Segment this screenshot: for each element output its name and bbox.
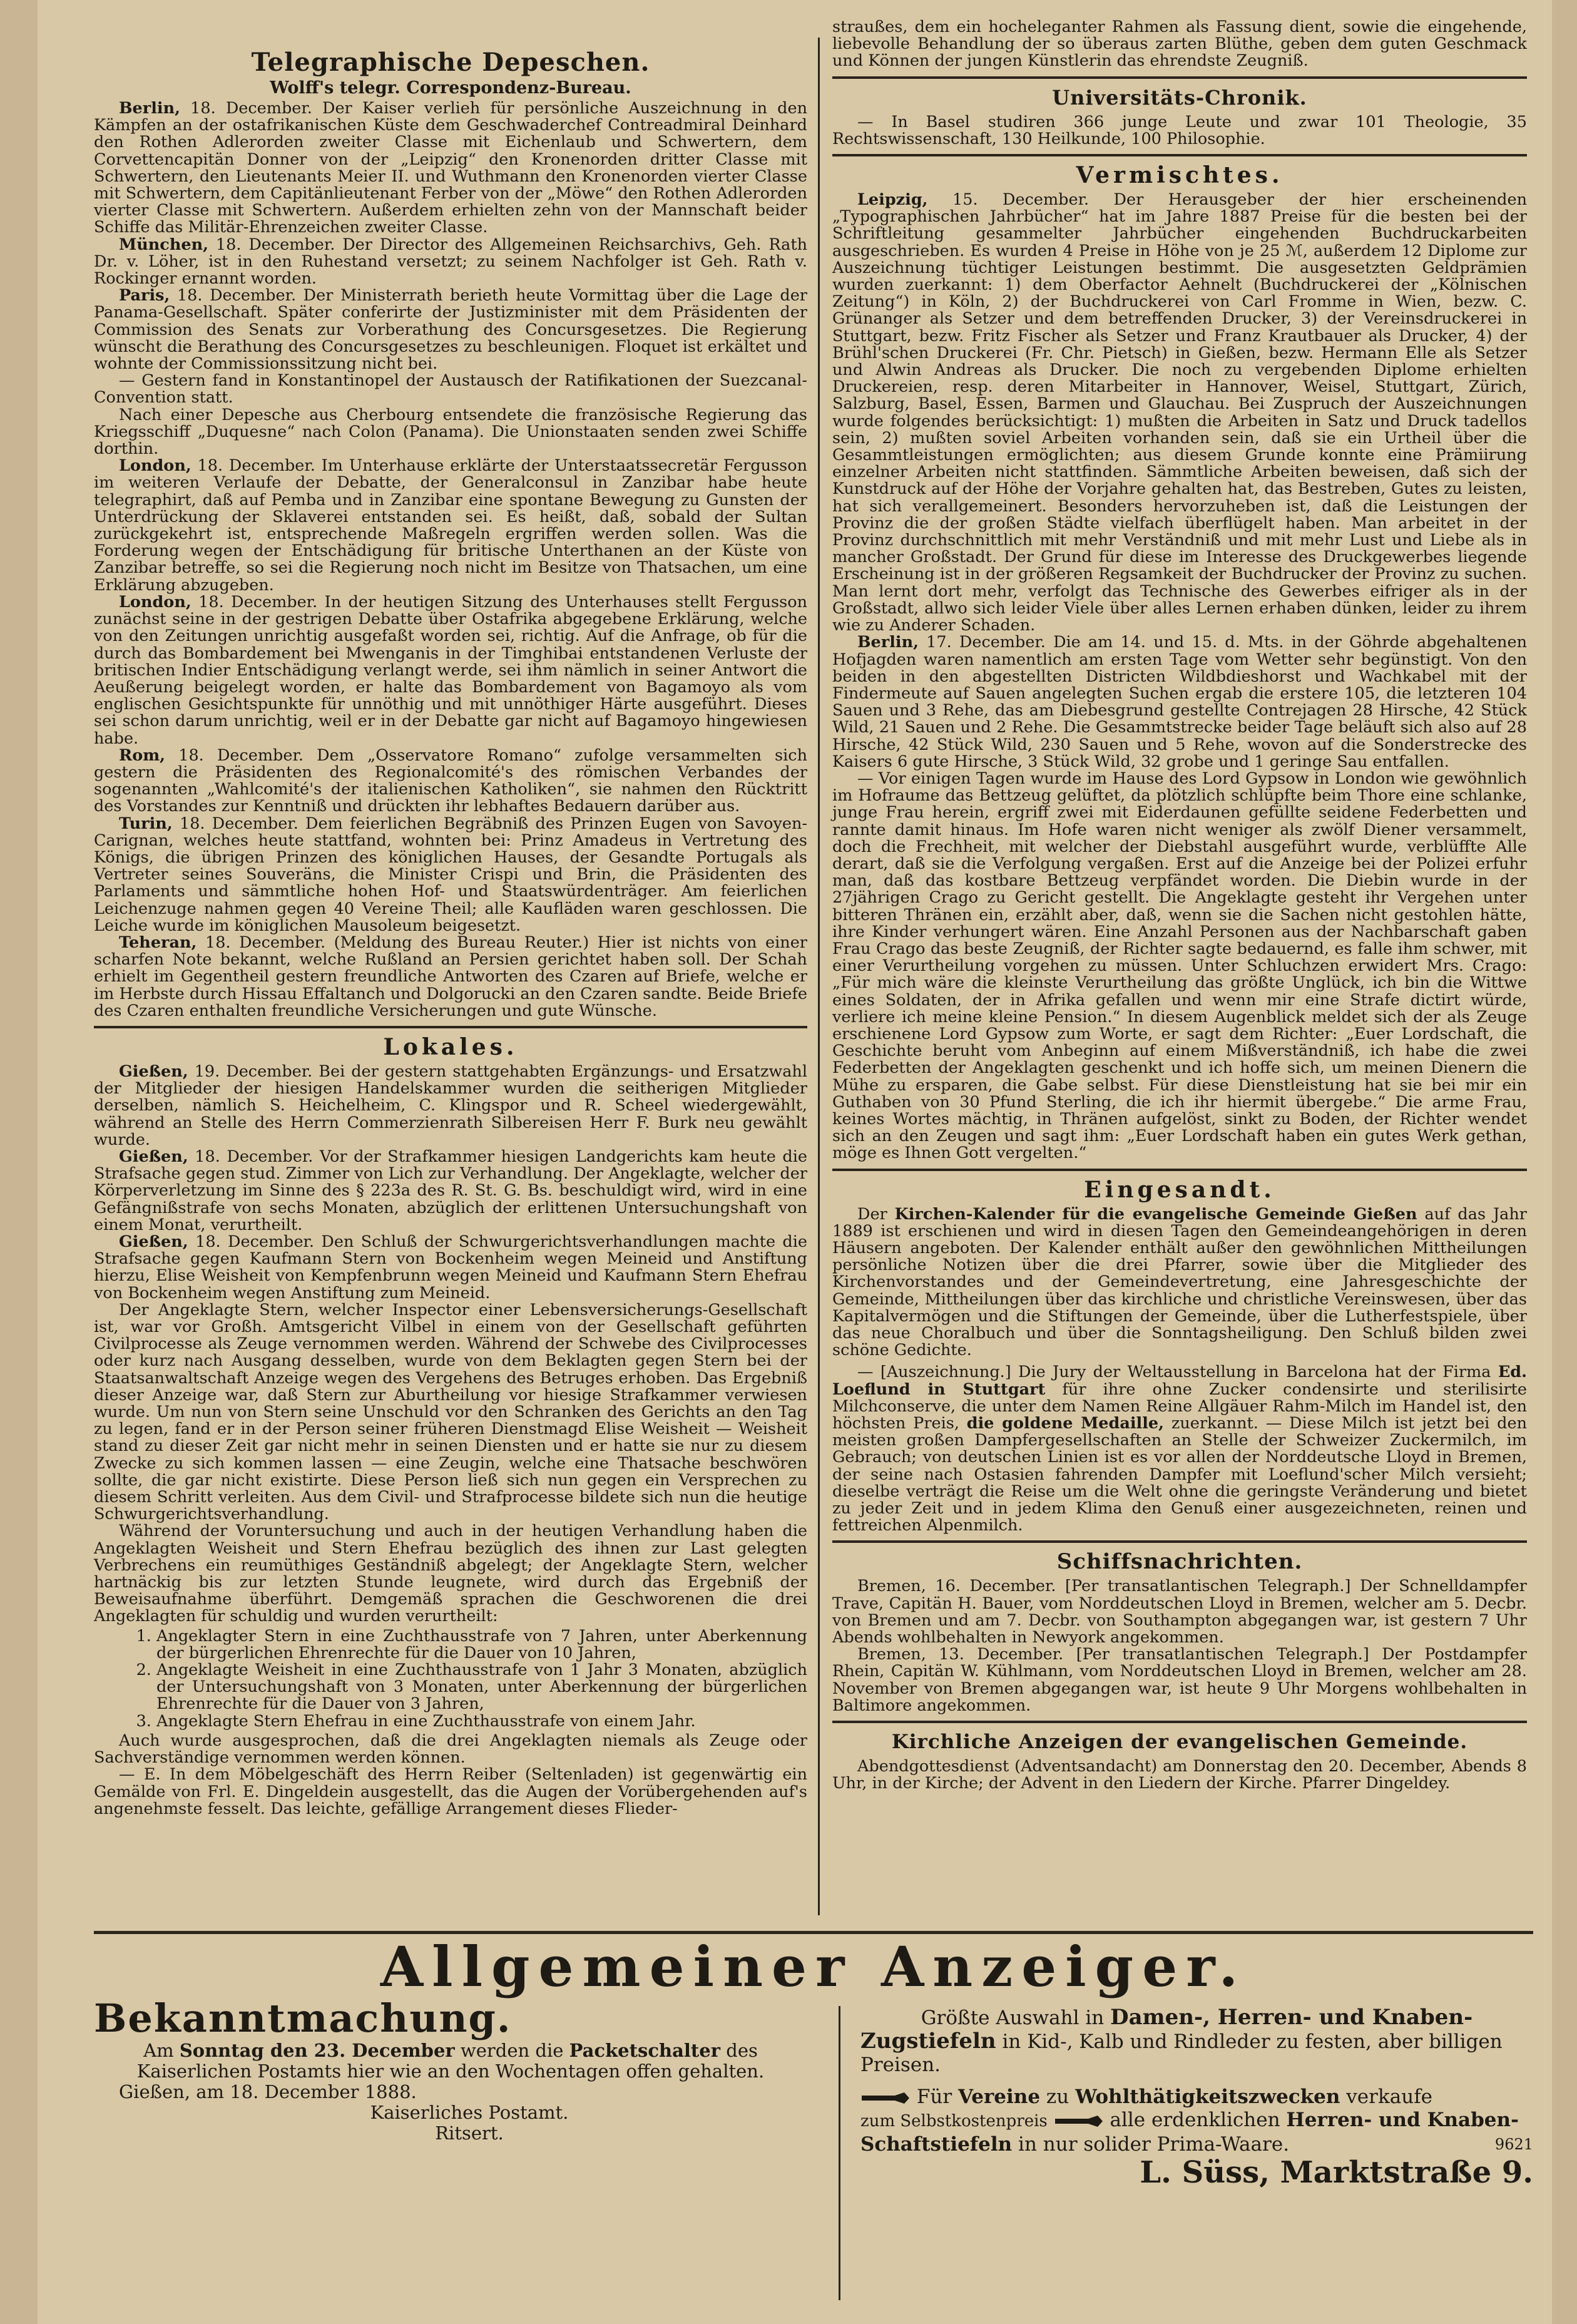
ad-line	[860, 2133, 1533, 2156]
text-run: alle erdenklichen	[1110, 2109, 1287, 2131]
text-run: in Kid-, Kalb und Rindleder zu festen, aber billigen Preisen.	[860, 2030, 1503, 2076]
article-paragraph	[832, 770, 1527, 1162]
article-paragraph	[94, 747, 807, 816]
article-paragraph	[94, 934, 807, 1020]
article-paragraph: Auch wurde ausgesprochen, daß die drei Angeklagten niemals als Zeuge oder Sachverständige vernommen werden können.	[94, 1731, 807, 1768]
dateline-place: München,	[119, 235, 209, 254]
text-run: Am	[143, 2040, 180, 2061]
notice-name: Ritsert.	[435, 2122, 504, 2144]
article-continuation: straußes, dem ein hocheleganter Rahmen als Fassung dient, sowie die eingehende, liebevolle Behandlung der so überaus zarten Blüthe, geben dem guten Geschmack und Können der jungen Künstlerin das ehrendste Zeugniß.	[832, 18, 1527, 71]
dateline-place: Paris,	[119, 286, 170, 305]
ad-number: 9621	[1494, 2136, 1533, 2153]
article-text: 18. December. (Meldung des Bureau Reuter.) Hier ist nichts von einer scharfen Note bekannt, welche Rußland an Persien gerichtet haben soll. Der Schah erhielt im Gegentheil gestern freundliche Antworten des Czaren auf Briefe, welche er im Herbste durch Hissau Effaltanch und Dolgorucki an den Czaren sandte. Beide Briefe des Czaren enthalten freundliche Versicherungen und gute Wünsche.	[94, 933, 807, 1020]
article-paragraph	[832, 1364, 1527, 1534]
dateline-place: Leipzig,	[857, 190, 928, 210]
medal: die goldene Medaille,	[966, 1414, 1165, 1433]
pointing-hand-icon	[1054, 2114, 1104, 2128]
text-run: zum Selbstkostenpreis	[860, 2112, 1048, 2131]
notice-place-date: Gießen, am 18. December 1888.	[119, 2081, 417, 2102]
schiff-heading: Schiffsnachrichten.	[1056, 1549, 1303, 1575]
shoe-ad	[860, 2005, 1533, 2190]
text-run: in nur solider Prima-Waare.	[1012, 2133, 1290, 2156]
article-paragraph	[94, 1523, 807, 1625]
pointing-hand-icon	[860, 2091, 911, 2105]
article-text: — Gestern fand in Konstantinopel der Austausch der Ratifikationen der Suezcanal-Convention statt.	[94, 371, 807, 407]
right-column	[832, 19, 1527, 1792]
article-paragraph	[94, 458, 807, 594]
divider	[832, 1540, 1527, 1543]
article-paragraph: — E. In dem Möbelgeschäft des Herrn Reiber (Seltenladen) ist gegenwärtig ein Gemälde von Frl. E. Dingeldein ausgestellt, das die Augen der Vorübergehenden auf's angenehmste fesselt. Das leichte, gefällige Arrangement dieses Flieder-	[94, 1765, 807, 1818]
dateline-place: Gießen,	[119, 1232, 188, 1251]
dateline-place: London,	[119, 592, 191, 612]
text-run: Der	[857, 1204, 895, 1224]
article-paragraph	[94, 1063, 807, 1149]
text-run: für ihre ohne Zucker condensirte und sterilisirte Milchconserve, die unter dem Namen Reine Allgäuer Rahm-Milch im Handel ist, den höchsten Preis,	[832, 1380, 1528, 1433]
vermischtes-articles	[832, 192, 1527, 1162]
calendar-title: Kirchen-Kalender für die evangelische Gemeinde Gießen	[894, 1204, 1417, 1224]
divider	[832, 1721, 1527, 1723]
text-run: des Kaiserlichen Postamts hier wie an den Wochentagen offen gehalten.	[136, 2040, 765, 2082]
article-paragraph	[832, 634, 1527, 770]
dateline-place: Gießen,	[119, 1062, 188, 1081]
article-paragraph: Bremen, 13. December. [Per transatlantischen Telegraph.] Der Postdampfer Rhein, Capitän W. Kühlmann, vom Norddeutschen Lloyd in Bremen, welcher am 28. November von Bremen abgegangen war, ist heute 9 Uhr Morgens wohlbehalten in Baltimore angekommen.	[832, 1645, 1527, 1715]
article-paragraph	[94, 594, 807, 747]
notice-counter: Packetschalter	[569, 2040, 721, 2061]
notice-title: Bekanntmachung.	[94, 1995, 512, 2041]
dateline-place: Rom,	[119, 745, 166, 765]
kirch-heading: Kirchliche Anzeigen der evangelischen Gemeinde.	[891, 1731, 1468, 1754]
ad-line	[860, 2006, 1533, 2030]
telegraph-heading: Telegraphische Depeschen.	[251, 48, 650, 77]
notice-date: Sonntag den 23. December	[179, 2040, 455, 2061]
dateline-place: Gießen,	[119, 1147, 188, 1166]
dateline-place: London,	[119, 456, 191, 476]
sentence-item: 2. Angeklagte Weisheit in eine Zuchthausstrafe von 1 Jahr 3 Monaten, abzüglich der Untersuchungshaft von 3 Monaten, unter Aberkennung der bürgerlichen Ehrenrechte für die Dauer von 3 Jahren,	[156, 1662, 807, 1713]
vermischtes-heading: Vermischtes.	[1076, 162, 1284, 189]
telegraph-subheading: Wolff's telegr. Correspondenz-Bureau.	[270, 78, 631, 98]
article-paragraph	[94, 100, 807, 237]
article-text: 18. December. Vor der Strafkammer hiesigen Landgerichts kam heute die Strafsache gegen stud. Zimmer von Lich zur Verhandlung. Der Angeklagte, welcher der Körperverletzung im Sinne des § 223a des R. St. G. Bs. beschuldigt wird, wird in eine Gefängnißstrafe von sechs Monaten, abzüglich der erlittenen Untersuchungshaft von einem Monat, verurtheilt.	[94, 1147, 807, 1234]
eingesandt-heading: Eingesandt.	[1084, 1176, 1275, 1203]
article-paragraph	[94, 1234, 807, 1302]
divider	[94, 1026, 807, 1028]
divider	[832, 76, 1527, 79]
article-text: Nach einer Depesche aus Cherbourg entsendete die französische Regierung das Kriegsschiff „Duquesne“ nach Colon (Panama). Die Unionstaaten senden zwei Schiffe dorthin.	[94, 405, 807, 459]
postamt-notice	[94, 1997, 807, 2144]
newspaper-page	[38, 0, 1552, 2324]
text-run: zuerkannt. — Diese Milch ist jetzt bei den meisten großen Dampfergesellschaften an Stelle der Schweizer Zuckermilch, im Gebrauch; von deutschen Linien ist es vor allen der Norddeutsche Lloyd in Bremen, der seine nach Ostasien fahrenden Dampfer mit Loeflund'scher Milch versieht; dieselbe verträgt die Reise um die Welt ohne die geringste Veränderung und bietet zu jeder Zeit und in jedem Klima den Genuß einer ausgezeichneten, reinen und fettreichen Alpenmilch.	[832, 1414, 1528, 1535]
article-paragraph: — In Basel studiren 366 junge Leute und zwar 101 Theologie, 35 Rechtswissenschaft, 130 Heilkunde, 100 Philosophie.	[832, 112, 1527, 148]
lokales-articles	[94, 1063, 807, 1625]
text-run: auf das Jahr 1889 ist erschienen und wird in diesen Tagen den Gemeindeangehörigen in deren Häusern angeboten. Der Kalender enthält außer den gewöhnlichen Mittheilungen persönliche Notizen über die drei Pfarrer, sowie über die Mitglieder des Kirchenvorstandes und der Gemeindevertretung, eine Jahresgeschichte der Gemeinde, Mittheilungen über das kirchliche und christliche Vereinswesen, über das Kapitalvermögen und die Stiftungen der Gemeinde, über die Lutherfestspiele, über das neue Choralbuch und über die Sonntagsheiligung. Den Schluß bilden zwei schöne Gedichte.	[832, 1204, 1527, 1360]
advertiser-section	[94, 1931, 1533, 2306]
article-paragraph	[94, 407, 807, 458]
article-text: 18. December. In der heutigen Sitzung des Unterhauses stellt Fergusson zunächst seine in der gestrigen Debatte über Ostafrika abgegebene Erklärung, welche von den Zeitungen unrichtig ausgefaßt worden sei, richtig. Auf die Anfrage, ob für die durch das Bombardement bei Mwenganis in der Timghibai entstandenen Verluste der britischen Indier Entschädigung verlangt werde, sei ihm nämlich in seiner Antwort die Aeußerung beigelegt worden, er halte das Bombardement von Bagamoyo als vom englischen Gesichtspunkte für unnöthig und mit unnöthiger Härte ausgeführt. Dieses sei schon darum unrichtig, weil er in der Debatte gar nicht auf Bagamoyo hingewiesen habe.	[94, 592, 807, 748]
text-run: — [Auszeichnung.] Die Jury der Weltausstellung in Barcelona hat der Firma	[857, 1363, 1498, 1382]
dateline-place: Teheran,	[119, 933, 197, 952]
ad-highlight: Herren- und Knaben-	[1286, 2109, 1519, 2131]
article-paragraph	[94, 1149, 807, 1234]
ad-signature: L. Süss, Marktstraße 9.	[1140, 2155, 1533, 2190]
notice-text	[94, 2040, 807, 2082]
text-run: werden die	[454, 2040, 569, 2061]
text-run: verkaufe	[1340, 2086, 1433, 2108]
ad-highlight: Damen-, Herren- und Knaben-	[1110, 2005, 1473, 2030]
firm-name: Ed. Loeflund in Stuttgart	[832, 1363, 1527, 1399]
article-paragraph: Abendgottesdienst (Adventsandacht) am Donnerstag den 20. December, Abends 8 Uhr, in der Kirche; der Advent in den Liedern der Kirche. Pfarrer Dingeldey.	[832, 1757, 1527, 1793]
ad-highlight: Vereine	[958, 2086, 1041, 2108]
article-text: 18. December. Der Director des Allgemeinen Reichsarchivs, Geh. Rath Dr. v. Löher, ist in den Ruhestand versetzt; zu seinem Nachfolger ist Geh. Rath v. Rockinger ernannt worden.	[94, 235, 807, 289]
sentence-list	[94, 1628, 807, 1730]
ad-highlight: Schaftstiefeln	[860, 2133, 1013, 2156]
dateline-place: Berlin,	[857, 633, 919, 652]
article-paragraph	[94, 1302, 807, 1523]
notice-sign: Kaiserliches Postamt.	[370, 2102, 569, 2123]
article-paragraph: Bremen, 16. December. [Per transatlantischen Telegraph.] Der Schnelldampfer Trave, Capitän H. Bauer, vom Norddeutschen Lloyd in Bremen, welcher am 5. Decbr. von Bremen und am 7. Decbr. von Southampton abgegangen war, ist gestern 7 Uhr Abends wohlbehalten in Newyork angekommen.	[832, 1577, 1527, 1647]
article-text: 18. December. Im Unterhause erklärte der Unterstaatssecretär Fergusson im weiteren Verlaufe der Debatte, der Generalconsul in Zanzibar habe heute telegraphirt, daß auf Pemba und in Zanzibar eine spontane Bewegung zu Gunsten der Unterdrückung der Sklaverei entstanden sei. Es heißt, daß, sobald der Sultan zurückgekehrt ist, entsprechende Maßregeln ergriffen werden sollen. Was die Forderung wegen der Entschädigung für britische Unterthanen an der Küste von Zanzibar betreffe, so sei die Regierung noch nicht im Besitze von Thatsachen, um eine Erklärung abzugeben.	[94, 456, 807, 595]
article-text: 18. December. Dem feierlichen Begräbniß des Prinzen Eugen von Savoyen-Carignan, welches heute stattfand, wohnten bei: Prinz Amadeus in Vertretung des Königs, die übrigen Prinzen des königlichen Hauses, der Gesandte Portugals als Vertreter seines Souveräns, die Minister Crispi und Brin, die Präsidenten des Parlaments und sämmtliche hohen Hof- und Staatswürdenträger. Am feierlichen Leichenzuge nahmen gegen 40 Vereine Theil; alle Kaufläden waren geschlossen. Die Leiche wurde im königlichen Mausoleum beigesetzt.	[94, 814, 807, 935]
article-text: — Vor einigen Tagen wurde im Hause des Lord Gypsow in London wie gewöhnlich im Hofraume das Bettzeug gelüftet, da plötzlich schlüpfte beim Thore eine schlanke, junge Frau herein, ergriff zwei mit Eiderdaunen gefüllte seidene Federbetten und rannte damit hinaus. Im Hofe waren nicht weniger als zwölf Diener versammelt, doch die Frechheit, mit welcher der Diebstahl ausgeführt wurde, verblüffte Alle derart, daß sie die Verfolgung vergaßen. Erst auf die Anzeige bei der Polizei erfuhr man, daß das kostbare Bettzeug verpfändet worden. Die Diebin wurde in der 27jährigen Crago zu Gericht gestellt. Die Angeklagte gesteht ihr Vergehen unter bitteren Thränen ein, erzählt aber, daß, wenn sie die Sachen nicht gestohlen hätte, ihre Kinder verhungert wären. Eine Anzahl Personen aus der Nachbarschaft gaben Frau Crago das beste Zeugniß, der Richter sagte bedauernd, es falle ihm schwer, mit einer Verurtheilung vorgehen zu müssen. Unter Schluchzen erwidert Mrs. Crago: „Für mich wäre die kleinste Verurtheilung das größte Unglück, ich bin die Wittwe eines Soldaten, der in Afrika gefallen und wenn mir eine Strafe dictirt würde, verliere ich meine kleine Pension.“ In diesem Augenblick meldet sich der als Zeuge erschienene Lord Gypsow zum Worte, er sagt dem Richter: „Euer Lordschaft, die Geschichte beruht vom Anbeginn auf einem Mißverständniß, ich habe die zwei Federbetten der Angeklagten geschenkt und ich hoffe sich, um meinen Dienern die Mühe zu ersparen, die Gabe selbst. Für diese Dienstleistung hat sie bei mir ein Guthaben von 30 Pfund Sterling, die ich ihr hiermit übergebe.“ Die arme Frau, keines Wortes mächtig, in Thränen aufgelöst, sinkt zu Boden, der Richter wendet sich an den Zeugen und sagt ihm: „Euer Lordschaft haben ein gutes Werk gethan, möge es Ihnen Gott vergelten.“	[832, 769, 1527, 1163]
dateline-place: Turin,	[119, 814, 173, 833]
article-text: 19. December. Bei der gestern stattgehabten Ergänzungs- und Ersatzwahl der Mitglieder der hiesigen Handelskammer wurden die seitherigen Mitglieder derselben, nämlich S. Heichelheim, C. Klingspor und R. Scheel wiedergewählt, während an Stelle des Herrn Commerzienrath Silbereisen Herr F. Burk neu gewählt wurde.	[94, 1062, 807, 1149]
article-paragraph	[94, 372, 807, 406]
article-text: 17. December. Die am 14. und 15. d. Mts. in der Göhrde abgehaltenen Hofjagden waren namentlich am ersten Tage vom Wetter sehr begünstigt. Von den beiden in den abgestellten Districten Wildbdieshorst und Wachkabel mit der Findermeute auf Sauen angelegten Suchen ergab die erstere 105, die letzteren 104 Sauen und 3 Rehe, das am Diebesgrund gestellte Contrejagen 28 Hirsche, 42 Stück Wild, 21 Sauen und 2 Rehe. Die Gesammtstrecke beider Tage beläuft sich also auf 28 Hirsche, 42 Stück Wild, 230 Sauen und 5 Rehe, wovon auf die Sonderstrecke des Kaisers 6 gute Hirsche, 3 Stück Wild, 32 grobe und 1 geringe Sau entfallen.	[832, 633, 1527, 771]
left-column	[94, 44, 807, 1818]
ad-line	[860, 2030, 1533, 2077]
column-divider	[818, 38, 820, 1915]
dateline-place: Berlin,	[119, 99, 181, 118]
sentence-item: 3. Angeklagte Stern Ehefrau in eine Zuchthausstrafe von einem Jahr.	[156, 1713, 807, 1730]
ad-line	[860, 2109, 1533, 2133]
text-run: Für	[916, 2086, 959, 2108]
article-text: Während der Voruntersuchung und auch in der heutigen Verhandlung haben die Angeklagten Weisheit und Stern Ehefrau bezüglich des ihnen zur Last gelegten Verbrechens ein reumüthiges Geständniß abgelegt; der Angeklagte Stern, welcher hartnäckig bis zur letzten Stunde leugnete, wird durch das Ergebniß der Beweisaufnahme überführt. Demgemäß sprachen die Geschworenen die drei Angeklagten für schuldig und wurden verurtheilt:	[94, 1522, 807, 1626]
column-divider	[839, 2006, 840, 2300]
divider	[832, 154, 1527, 156]
article-text: 18. December. Den Schluß der Schwurgerichtsverhandlungen machte die Strafsache gegen Kaufmann Stern von Bockenheim wegen Meineid und Anstiftung hierzu, Elise Weisheit von Kempfenbrunn wegen Meineid und Kaufmann Stern Ehefrau von Bockenheim wegen Anstiftung zum Meineid.	[94, 1232, 807, 1303]
lokales-heading: Lokales.	[383, 1033, 518, 1060]
article-paragraph	[832, 1206, 1527, 1359]
telegraph-articles	[94, 100, 807, 1020]
sentence-item: 1. Angeklagter Stern in eine Zuchthausstrafe von 7 Jahren, unter Aberkennung der bürgerlichen Ehrenrechte für die Dauer von 10 Jahren,	[156, 1628, 807, 1662]
text-run: Größte Auswahl in	[921, 2007, 1111, 2029]
ad-highlight: Zugstiefeln	[860, 2029, 996, 2054]
ad-line	[860, 2086, 1533, 2109]
article-text: 18. December. Dem „Osservatore Romano“ zufolge versammelten sich gestern die Präsidenten des Regionalcomité's des römischen Verbandes der sogenannten „Wahlcomité's der italienischen Katholiken“, sie nahmen den Rücktritt des Vorstandes zur Kenntniß und drückten ihr lebhaftes Bedauern darüber aus.	[94, 745, 807, 816]
article-paragraph	[832, 192, 1527, 634]
article-paragraph	[94, 287, 807, 372]
uni-heading: Universitäts-Chronik.	[1052, 85, 1307, 110]
article-paragraph	[94, 816, 807, 934]
article-paragraph	[94, 237, 807, 288]
text-run: zu	[1040, 2086, 1076, 2108]
article-text: 18. December. Der Ministerrath berieth heute Vormittag über die Lage der Panama-Gesellschaft. Später conferirte der Justizminister mit dem Präsidenten der Commission des Senats zur Vorberathung des Concursgesetzes. Die Regierung wünscht die Berathung des Concursgesetzes zu beschleunigen. Floquet ist erkältet und wohnte der Commissionssitzung nicht bei.	[94, 286, 807, 374]
article-text: 18. December. Der Kaiser verlieh für persönliche Auszeichnung in den Kämpfen an der ostafrikanischen Küste dem Geschwaderchef Contreadmiral Deinhard den Rothen Adlerorden zweiter Classe mit Eichenlaub und Schwertern, dem Corvettencapitän Donner von der „Leipzig“ den Kronenorden dritter Classe mit Schwertern, den Lieutenants Meier II. und Wuthmann den Kronenorden vierter Classe mit Schwertern, dem Capitänlieutenant Ferber von der „Möwe“ den Rothen Adlerorden vierter Classe mit Schwertern. Außerdem erhielten zehn von der Mannschaft beider Schiffe das Militär-Ehrenzeichen zweiter Classe.	[94, 99, 807, 237]
divider	[832, 1169, 1527, 1171]
anzeiger-heading: Allgemeiner Anzeiger.	[380, 1934, 1247, 1999]
article-text: Der Angeklagte Stern, welcher Inspector einer Lebensversicherungs-Gesellschaft ist, war vor Großh. Amtsgericht Vilbel in einem von der Gesellschaft geführten Civilprocesse als Zeuge vernommen werden. Während der Schwebe des Civilprocesses oder kurz nach Ausgang desselben, wurde von dem Beklagten gegen Stern bei der Staatsanwaltschaft Anzeige wegen des Vergehens des Betruges erhoben. Das Ergebniß dieser Anzeige war, daß Stern zur Aburtheilung vor hiesige Strafkammer verwiesen wurde. Um nun von Stern seine Unschuld vor den Schranken des Gerichts an den Tag zu legen, fand er in der Person seiner früheren Dienstmagd Elise Weisheit — Weisheit stand zu dieser Zeit gar nicht mehr in seinen Diensten und er hatte sie nur zu diesem Zwecke zu sich kommen lassen — eine Zeugin, welche eine Thatsache beschwören sollte, die gar nicht existirte. Diese Person ließ sich nun gegen ein Versprechen zu diesem Schritt verleiten. Aus dem Civil- und Strafprocesse bildete sich nun die heutige Schwurgerichtsverhandlung.	[94, 1300, 807, 1524]
ad-highlight: Wohlthätigkeitszwecken	[1075, 2086, 1340, 2108]
article-text: 15. December. Der Herausgeber der hier erscheinenden „Typographischen Jahrbücher“ hat im Jahre 1887 Preise für die besten bei der Schriftleitung gesammelter Jahrbücher eingehenden Buchdruckarbeiten ausgeschrieben. Es wurden 4 Preise in Höhe von je 25 ℳ, außerdem 12 Diplome zur Auszeichnung tüchtiger Leistungen bestimmt. Die ausgesetzten Geldprämien wurden zuerkannt: 1) dem Oberfactor Aehnelt (Buchdruckerei der „Kölnischen Zeitung“) in Köln, 2) der Buchdruckerei von Carl Fromme in Wien, bezw. C. Grünanger als Setzer und dem betreffenden Drucker, 3) der Vereinsdruckerei in Stuttgart, bezw. Fritz Fischer als Setzer und Franz Krautbauer als Drucker, 4) der Brühl'schen Druckerei (Fr. Chr. Pietsch) in Gießen, bezw. Hermann Elle als Setzer und Alwin Andreas als Drucker. Die noch zu vergebenden Diplome erhielten Druckereien, resp. deren Mitarbeiter in Hannover, Weisel, Stuttgart, Zürich, Salzburg, Basel, Essen, Barmen und Glauchau. Bei Zuspruch der Auszeichnungen wurde folgendes berücksichtigt: 1) mußten die Arbeiten in Satz und Druck tadellos sein, 2) mußten soviel Arbeiten vorhanden sein, daß sie ein Urtheil über die Gesammtleistungen ermöglichten; aus diesem Grunde konnte eine Prämiirung einzelner Arbeiten nicht stattfinden. Sämmtliche Arbeiten beweisen, daß sich der Kunstdruck auf der Höhe der Vorjahre gehalten hat, das Bestreben, Gutes zu leisten, hat sich verallgemeinert. Besonders hervorzuheben ist, daß die Leistungen der Provinz die der großen Städte vielfach überflügelt haben. Man arbeitet in der Provinz durchschnittlich mit mehr Verständniß und mit mehr Lust und Liebe als in mancher Großstadt. Der Grund für diese im Interesse des Druckgewerbes liegende Erscheinung ist in der größeren Regsamkeit der Buchdrucker der Provinz zu suchen. Man lernt dort mehr, verfolgt das Technische des Gewerbes eifriger als in der Großstadt, allwo sich leider Viele über alles Lernen erhaben dünken, leider zu ihrem wie zu Anderer Schaden.	[832, 190, 1527, 635]
